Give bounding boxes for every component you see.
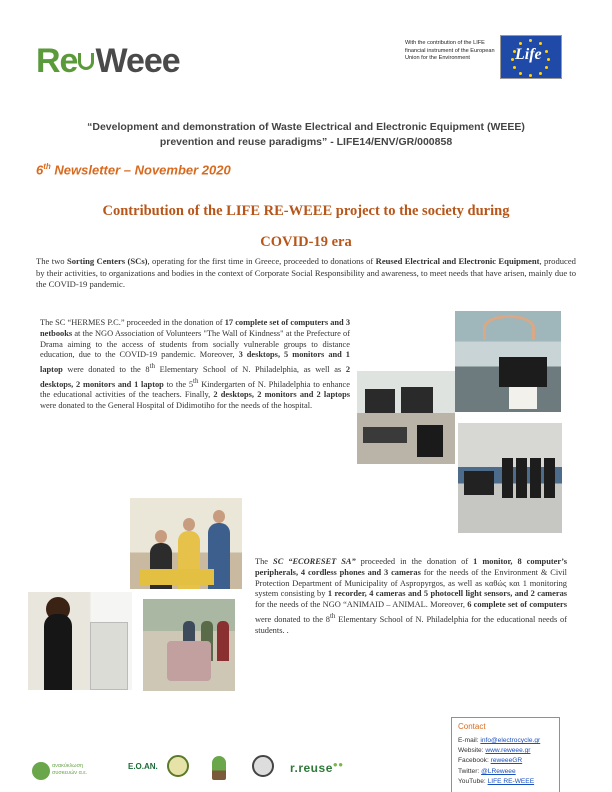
para-text: at the NGO Association of Volunteers "The Wall of Kindness" at the Prefecture of Drama aiming to the access of students from socially vulnerable groups to distance education, due to the COVID-19 pandemic. Moreover, [40,328,350,360]
region-seal-icon [167,755,189,777]
newsletter-number: 6 [36,162,44,178]
intro-text: The two [36,256,67,266]
para-bold: 1 monitor, 8 computer’s peripherals, 4 cordless phones and 3 cameras [255,557,567,577]
rreuse-dots-icon: ●● [332,760,344,769]
para-sup: th [149,362,156,371]
contact-email-row [458,736,553,746]
twitter-label: Twitter: [458,767,482,775]
para-bold: 6 complete set of computers [467,600,567,610]
youtube-label: YouTube: [458,777,488,785]
plug-icon [78,53,94,70]
contact-youtube-row [458,777,553,787]
reweee-logo [36,42,180,81]
facebook-label: Facebook: [458,757,491,765]
para-text: Kindergarten of N. Philadelphia to enhance the educational activities of the teachers. Finally, [40,379,350,400]
eu-contribution-text: With the contribution of the LIFE financial instrument of the European Union for the Environment [405,40,495,61]
para-text: proceeded in the donation of [355,557,474,566]
para-bold: 3 desktops, 5 monitors and 1 laptop [40,350,350,374]
photo-group-donation [130,498,242,589]
para-text: Elementary School of N. Philadelphia for the educational needs of students. . [255,614,567,635]
youtube-link[interactable]: LIFE RE-WEEE [487,777,535,785]
eoan-logo: Ε.Ο.ΑΝ. [128,762,158,771]
twitter-link[interactable]: @LReweee [481,767,516,775]
eu-life-flag-icon [500,35,562,79]
rreuse-logo [290,760,344,775]
intro-bold: Sorting Centers (SCs) [66,256,148,266]
website-label: Website: [458,747,486,755]
para-sup: th [329,611,336,620]
contact-facebook-row [458,756,553,766]
municipality-seal-icon [252,755,274,777]
intro-text: , produced by their activities, to organizations and bodies in the context of Corporate Social Responsibility and awareness, to meet needs that have arisen, mainly due to the COVID-19 pandemic. [36,256,576,289]
para-text: to the 5 [163,379,194,389]
heading-line2: COVID-19 era [260,234,352,250]
para-bold: SC “ECORESET SA” [273,557,356,566]
para-sup: th [193,376,199,385]
newsletter-suffix: th [43,162,51,171]
newsletter-date: Newsletter – November 2020 [50,162,231,178]
contact-website-row [458,746,553,756]
photo-donated-computers [357,371,455,464]
para-text: The SC “HERMES P.C.” proceeded in the donation of [40,318,225,327]
email-link[interactable]: info@electrocycle.gr [480,737,541,744]
partner1-line2: συσκευών α.ε. [52,770,88,776]
para-text: were donated to the 8 [62,364,150,374]
photo-woman-cabinet [28,592,132,690]
para-text: Elementary School of N. Philadelphia, as well as [155,364,346,374]
project-title [40,120,572,150]
photo-computer-lab [458,423,562,533]
recycling-partner-icon [32,762,50,780]
newsletter-label [36,162,231,177]
para-bold: 2 desktops, 2 monitors and 2 laptops [213,390,350,400]
logo-weee: Weee [95,42,180,80]
article-heading [36,196,576,258]
para-bold: 17 complete set of computers and 3 netbooks [40,318,351,338]
ecoreset-paragraph [255,557,567,636]
project-title-line2: prevention and reuse paradigms” [159,136,328,148]
recycling-partner-logo [52,763,87,777]
para-bold: 1 recorder, 4 cameras and 5 photocell light sensors, and 2 cameras [327,589,568,599]
intro-paragraph [36,256,576,291]
tree-logo-icon [212,756,226,780]
contact-box [451,717,560,792]
contact-title: Contact [458,722,486,731]
email-label: E-mail: [458,737,481,744]
website-link[interactable]: www.reweee.gr [485,747,531,755]
intro-text: , operating for the first time in Greece, proceeded to donations of [147,256,376,266]
facebook-link[interactable]: reweeeGR [490,757,523,765]
project-title-line1: “Development and demonstration of Waste Electrical and Electronic Equipment (WEEE) [87,121,525,133]
rreuse-text: r.reuse [290,761,333,775]
para-text: The [255,557,274,566]
life-label: Life [515,46,542,63]
para-text: were donated to the General Hospital of Didimotiho for the needs of the hospital. [40,401,313,411]
intro-bold: Reused Electrical and Electronic Equipment [375,256,540,266]
project-code: - LIFE14/ENV/GR/000858 [327,136,453,148]
para-text: were donated to the 8 [255,614,330,624]
partner1-line1: ανακύκλωση [52,763,84,769]
para-bold: 2 desktops, 2 monitors and 1 laptop [40,364,350,389]
contact-twitter-row [458,767,553,777]
heading-line1: Contribution of the LIFE RE-WEEE project to the society during [102,203,510,219]
logo-re: Re [36,42,78,80]
photo-heart-hands-laptop [455,311,561,412]
hermes-paragraph [40,318,350,412]
para-text: for the needs of the Environment & Civil Protection Department of Municipality of Aspropyrgos, as well as καθώς και 1 monitoring system consisting by [255,567,567,599]
para-text: for the needs of the NGO “ANIMAID – ANIMAL. Moreover, [255,600,468,610]
photo-street-equipment [143,599,235,691]
